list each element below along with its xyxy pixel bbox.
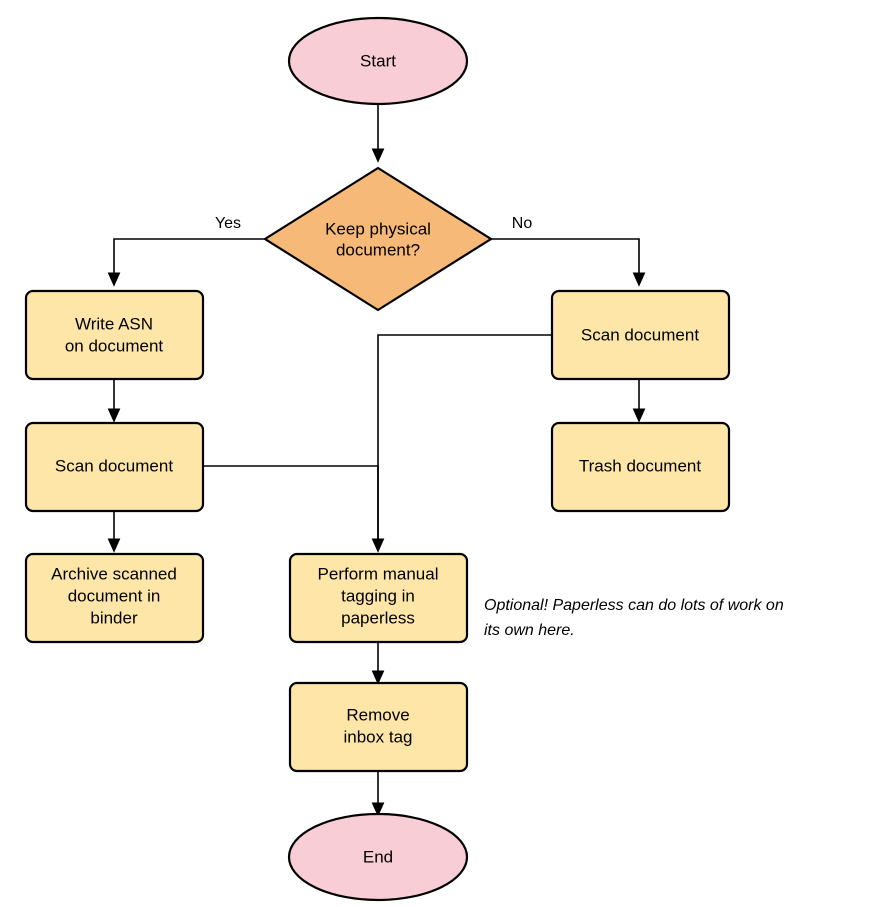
node-end-label: End bbox=[362, 847, 394, 867]
node-scan-right-label: Scan document bbox=[580, 325, 700, 345]
node-scan-document-right[interactable] bbox=[552, 291, 729, 379]
node-write-asn-label-line1: Write ASN bbox=[74, 314, 154, 334]
node-tagging-label-line3: paperless bbox=[341, 608, 415, 628]
node-start[interactable] bbox=[289, 18, 467, 104]
node-end[interactable] bbox=[289, 814, 467, 900]
node-remove-label-line2: inbox tag bbox=[343, 727, 413, 747]
edge-scanleft-to-tagging bbox=[203, 466, 378, 548]
edge-decision-no bbox=[491, 239, 639, 282]
node-decision-label-line2: document? bbox=[335, 240, 421, 260]
node-archive-label-line2: document in bbox=[67, 586, 161, 606]
node-remove-label-line1: Remove bbox=[346, 705, 410, 725]
edge-label-yes: Yes bbox=[214, 215, 242, 232]
annotation-line1: Optional! Paperless can do lots of work on bbox=[484, 597, 784, 614]
node-archive-label-line1: Archive scanned bbox=[51, 564, 177, 584]
edge-decision-yes bbox=[114, 239, 265, 282]
node-trash-label: Trash document bbox=[578, 456, 702, 476]
node-decision-label-line1: Keep physical bbox=[325, 219, 431, 239]
node-tagging-label-line2: tagging in bbox=[341, 586, 415, 606]
node-archive-label-line3: binder bbox=[90, 608, 138, 628]
node-archive-scanned-document-in-binder[interactable] bbox=[26, 554, 203, 642]
annotation-line2: its own here. bbox=[484, 622, 575, 639]
node-remove-inbox-tag[interactable] bbox=[290, 683, 467, 771]
edge-scanright-to-tagging bbox=[378, 335, 552, 548]
node-write-asn-label-line2: on document bbox=[64, 336, 164, 356]
node-scan-left-label: Scan document bbox=[54, 456, 174, 476]
node-perform-manual-tagging[interactable] bbox=[290, 554, 467, 642]
node-trash-document[interactable] bbox=[552, 423, 729, 511]
node-scan-document-left[interactable] bbox=[26, 423, 203, 511]
edge-label-no: No bbox=[511, 215, 533, 232]
node-write-asn-on-document[interactable] bbox=[26, 291, 203, 379]
node-tagging-label-line1: Perform manual bbox=[317, 564, 439, 584]
node-keep-physical-document-decision[interactable] bbox=[265, 168, 491, 310]
node-start-label: Start bbox=[360, 51, 396, 71]
annotation-optional-note bbox=[484, 597, 784, 639]
